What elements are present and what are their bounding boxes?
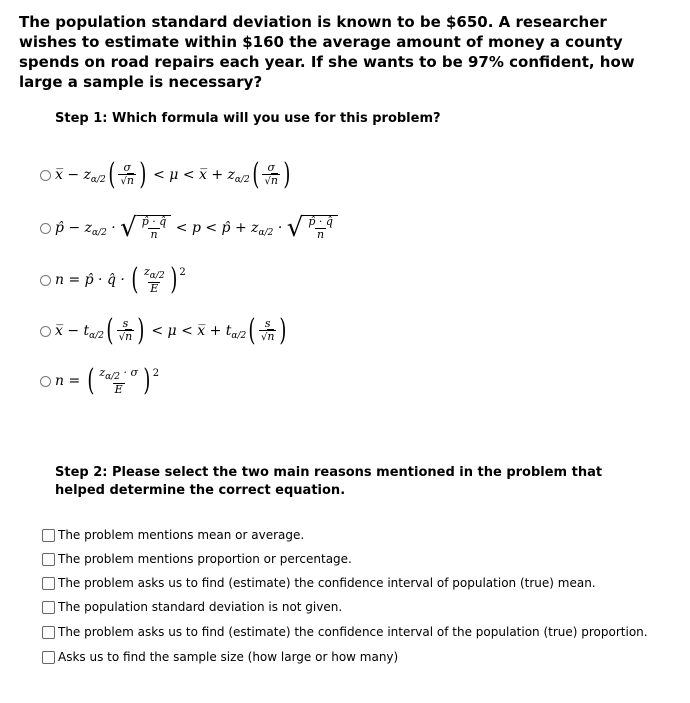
reason-checkbox-4[interactable] — [42, 600, 342, 614]
reason-label: The problem asks us to find (estimate) the confidence interval of population (true) mean. — [58, 576, 596, 590]
radio-button[interactable] — [40, 170, 51, 181]
reason-checkbox-6[interactable] — [42, 650, 398, 664]
formula-proportion-ci: p̂ − $z_{\alpha/2}$ · √ $\frac{p̂ \cdot q̂}{n}$ < p < p̂ + $z_{\alpha/2}$ · √ $\frac{p̂ \cdot q̂}{n}$ — [55, 214, 338, 242]
reason-label: The problem asks us to find (estimate) the confidence interval of the population (true) proportion. — [58, 625, 648, 639]
formula-sample-size-mean: n = ( $\frac{z_{\alpha/2} \cdot \sigma}{E}$ ) $^2$ — [55, 363, 160, 398]
radio-button[interactable] — [40, 326, 51, 337]
formula-option-3[interactable] — [40, 262, 186, 297]
reason-label: Asks us to find the sample size (how large or how many) — [58, 650, 399, 664]
formula-mean-ci-t: x̅ − $t_{\alpha/2}$( $\frac{s}{√n}$ ) < μ < x̅ + $t_{\alpha/2}$( $\frac{s}{√n}$ ) — [55, 313, 287, 348]
formula-option-5[interactable] — [40, 363, 160, 398]
reason-checkbox-3[interactable] — [42, 576, 596, 590]
formula-mean-ci-z: x̅ − $z_{\alpha/2}$( $\frac{\sigma}{√n}$ ) < μ < x̅ + $z_{\alpha/2}$( $\frac{\sigma}{√n}$ ) — [55, 157, 291, 192]
reason-label: The population standard deviation is not given. — [58, 600, 343, 614]
reason-checkbox-5[interactable] — [42, 625, 648, 639]
radio-button[interactable] — [40, 223, 51, 234]
formula-option-2[interactable] — [40, 214, 338, 242]
reason-checkbox-1[interactable] — [42, 528, 304, 542]
checkbox[interactable] — [42, 577, 55, 590]
question-text: The population standard deviation is known to be $650. A researcher wishes to estimate within $160 the average amount of money a county spends on road repairs each year. If she wants to be 97% confident, how large a sample is necessary? — [19, 13, 635, 91]
checkbox[interactable] — [42, 601, 55, 614]
reason-checkbox-2[interactable] — [42, 552, 352, 566]
reason-label: The problem mentions mean or average. — [58, 528, 305, 542]
reason-label: The problem mentions proportion or percentage. — [58, 552, 352, 566]
formula-option-4[interactable] — [40, 313, 289, 348]
radio-button[interactable] — [40, 275, 51, 286]
checkbox[interactable] — [42, 651, 55, 664]
step1-prompt: Step 1: Which formula will you use for this problem? — [55, 111, 441, 126]
radio-button[interactable] — [40, 376, 51, 387]
checkbox[interactable] — [42, 553, 55, 566]
formula-sample-size-proportion: n = p̂ · q̂ · ( $\frac{z_{\alpha/2}}{E}$ ) $^2$ — [55, 262, 186, 297]
formula-option-1[interactable] — [40, 157, 293, 192]
checkbox[interactable] — [42, 529, 55, 542]
checkbox[interactable] — [42, 626, 55, 639]
step2-prompt: Step 2: Please select the two main reasons mentioned in the problem that helped determine the correct equation. — [55, 465, 603, 498]
